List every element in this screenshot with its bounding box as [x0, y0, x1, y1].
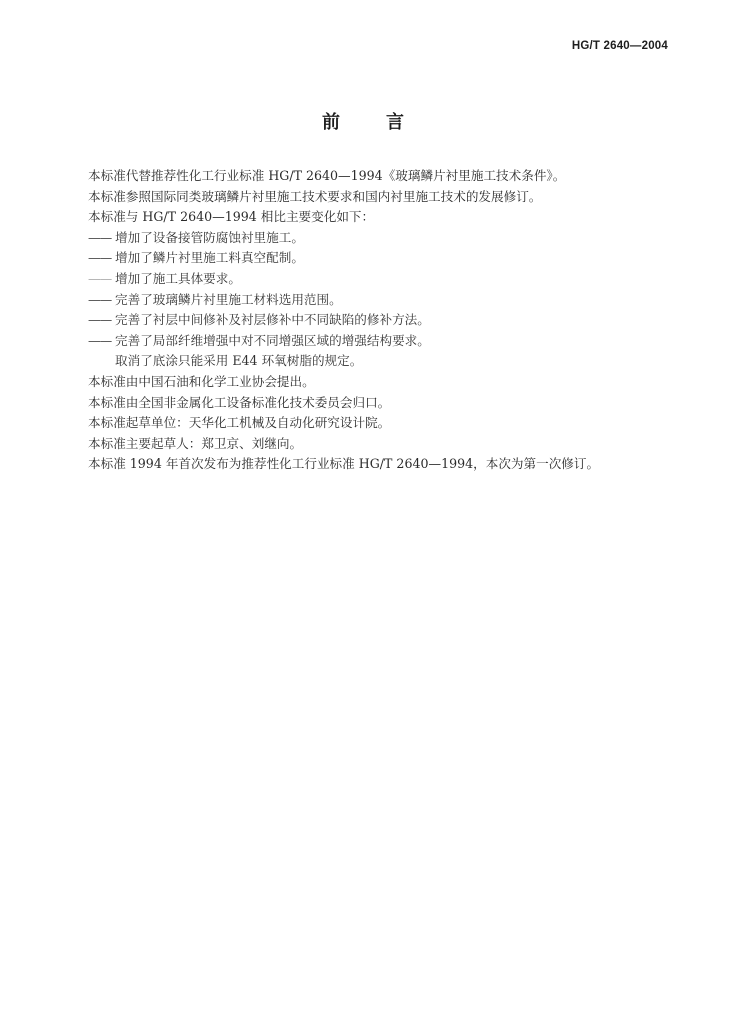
list-dash: —— [88, 332, 112, 348]
change-text: 增加了鳞片衬里施工料真空配制。 [115, 250, 304, 266]
change-text: 增加了设备接管防腐蚀衬里施工。 [115, 229, 304, 245]
change-list-item [88, 290, 688, 311]
standard-number: HG/T 2640—2004 [571, 40, 668, 52]
list-dash: —— [88, 312, 112, 328]
change-list-item [88, 331, 688, 352]
page-title: 前 言 [322, 112, 418, 133]
closing-paragraph: 本标准 1994 年首次发布为推荐性化工行业标准 HG/T 2640—1994，本次为第一次修订。 [88, 456, 600, 472]
list-dash: —— [88, 270, 112, 286]
change-text: 完善了衬层中间修补及衬层修补中不同缺陷的修补方法。 [115, 312, 430, 328]
change-list-item [88, 351, 688, 372]
change-text: 完善了局部纤维增强中对不同增强区域的增强结构要求。 [115, 332, 430, 348]
closing-paragraph: 本标准由中国石油和化学工业协会提出。 [88, 373, 315, 389]
intro-paragraph: 本标准参照国际同类玻璃鳞片衬里施工技术要求和国内衬里施工技术的发展修订。 [88, 188, 542, 204]
intro-paragraph: 本标准代替推荐性化工行业标准 HG/T 2640—1994《玻璃鳞片衬里施工技术条件》。 [88, 168, 566, 183]
foreword-body [88, 166, 688, 475]
change-list-item [88, 228, 688, 249]
change-text: 完善了玻璃鳞片衬里施工材料选用范围。 [115, 291, 342, 307]
list-dash: —— [88, 291, 112, 307]
closing-paragraph: 本标准主要起草人：郑卫京、刘继向。 [88, 435, 303, 451]
change-list-item [88, 310, 688, 331]
list-dash: —— [88, 229, 112, 245]
closing-paragraph: 本标准由全国非金属化工设备标准化技术委员会归口。 [88, 394, 391, 410]
closing-paragraph: 本标准起草单位：天华化工机械及自动化研究设计院。 [88, 415, 391, 431]
list-dash: —— [88, 250, 112, 266]
intro-paragraph: 本标准与 HG/T 2640—1994 相比主要变化如下： [88, 209, 375, 225]
change-text: 取消了底涂只能采用 E44 环氧树脂的规定。 [115, 353, 363, 369]
change-list-item [88, 269, 688, 290]
change-list-item [88, 248, 688, 269]
change-text: 增加了施工具体要求。 [115, 270, 241, 286]
